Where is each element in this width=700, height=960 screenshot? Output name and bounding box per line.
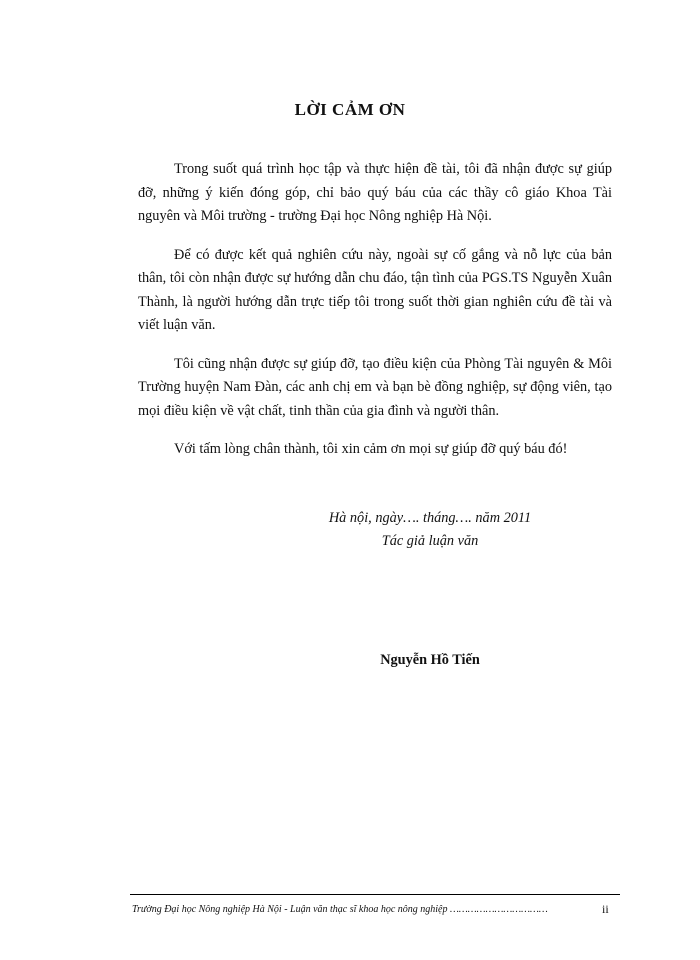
paragraph-4: Với tấm lòng chân thành, tôi xin cảm ơn mọi sự giúp đỡ quý báu đó! [174, 441, 568, 457]
paragraph-1: Trong suốt quá trình học tập và thực hiện đề tài, tôi đã nhận được sự giúp đỡ, những ý kiến đóng góp, chỉ bảo quý báu của các thầy cô giáo Khoa Tài nguyên và Môi trường - trường Đại học Nông nghiệp Hà Nội. [138, 161, 612, 224]
page-number: ii [602, 902, 609, 916]
acknowledgement-body [138, 158, 612, 477]
footer-divider [130, 894, 620, 895]
footer-text: Trường Đại học Nông nghiệp Hà Nội - Luận văn thạc sĩ khoa học nông nghiệp …………………………… [132, 904, 548, 915]
place-date-line: Hà nội, ngày…. tháng…. năm 2011 [328, 510, 532, 526]
paragraph-3: Tôi cũng nhận được sự giúp đỡ, tạo điều kiện của Phòng Tài nguyên & Môi Trường huyện Nam Đàn, các anh chị em và bạn bè đồng nghiệp, sự động viên, tạo mọi điều kiện về vật chất, tinh thần của gia đình và người thân. [138, 355, 612, 419]
paragraph-2: Để có được kết quả nghiên cứu này, ngoài sự cố gắng và nỗ lực của bản thân, tôi còn nhận được sự hướng dẫn chu đáo, tận tình của PGS.TS Nguyễn Xuân Thành, là người hướng dẫn trực tiếp tôi trong suốt thời gian nghiên cứu đề tài và viết luận văn. [138, 246, 612, 333]
author-role: Tác giả luận văn [381, 533, 479, 549]
author-name: Nguyễn Hồ Tiến [380, 652, 480, 668]
page-title: LỜI CẢM ƠN [294, 100, 406, 119]
